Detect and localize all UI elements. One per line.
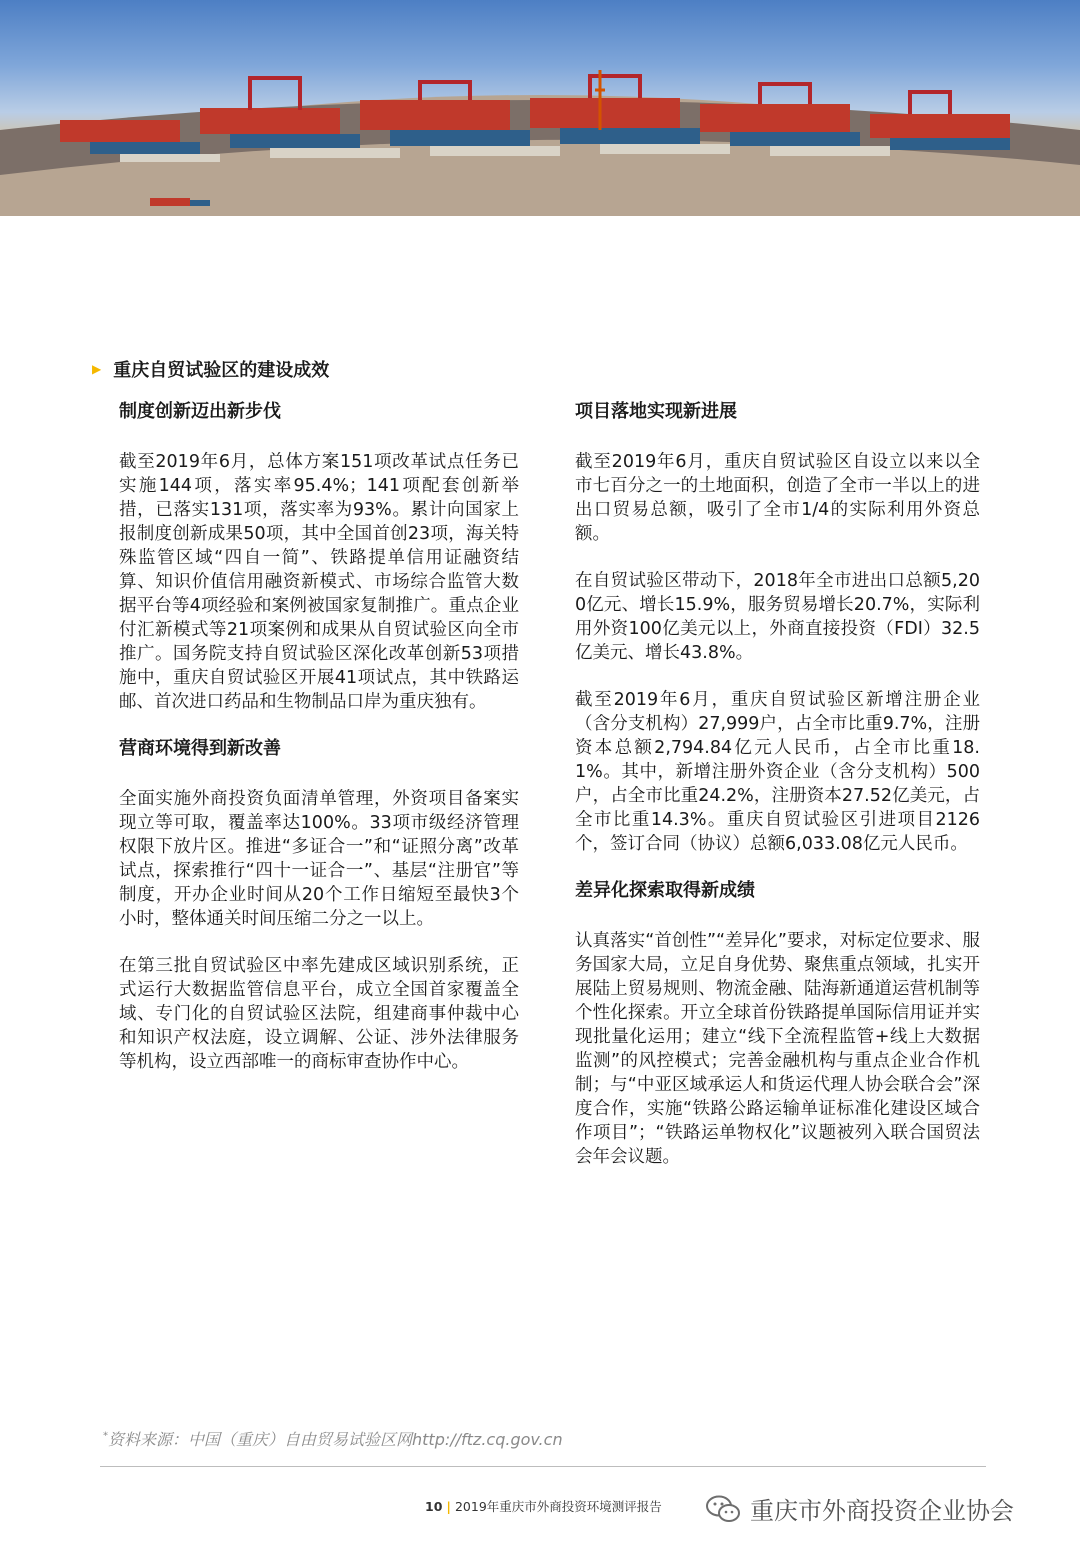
subheading-institutional-innovation: 制度创新迈出新步伐: [119, 401, 281, 422]
paragraph: 在第三批自贸试验区中率先建成区域识别系统，正式运行大数据监管信息平台，成立全国首家覆盖全域、专门化的自贸试验区法院，组建商事仲裁中心和知识产权法庭，设立调解、公证、涉外法律服务等机构，设立西部唯一的商标审查协作中心。: [119, 956, 519, 1072]
footer-separator: |: [446, 1499, 451, 1514]
source-note: [103, 1427, 563, 1450]
paragraph: 截至2019年6月，总体方案151项改革试点任务已实施144项，落实率95.4%；141项配套创新举措，已落实131项，落实率为93%。累计向国家上报制度创新成果50项，其中全国首创23项，海关特殊监管区域“四自一简”、铁路提单信用证融资结算、知识价值信用融资新模式、市场综合监管大数据平台等4项经验和案例被国家复制推广。重点企业付汇新模式等21项案例和成果从自贸试验区向全市推广。国务院支持自贸试验区深化改革创新53项措施中，重庆自贸试验区开展41项试点，其中铁路运邮、首次进口药品和生物制品口岸为重庆独有。: [119, 452, 519, 712]
paragraph: 截至2019年6月，重庆自贸试验区自设立以来以全市七百分之一的土地面积，创造了全市一半以上的进出口贸易总额，吸引了全市1/4的实际利用外资总额。: [575, 452, 980, 544]
source-text: 资料来源：中国（重庆）自由贸易试验区网http://ftz.cq.gov.cn: [108, 1430, 563, 1449]
footer-divider: [100, 1466, 986, 1467]
triangle-bullet-icon: ▶: [92, 362, 102, 376]
footnote-mark: *: [103, 1430, 108, 1442]
section-heading: [92, 356, 329, 382]
paragraph: 在自贸试验区带动下，2018年全市进出口总额5,200亿元、增长15.9%，服务贸易增长20.7%，实际利用外资100亿美元以上，外商直接投资（FDI）32.5亿美元、增长43.8%。: [575, 571, 980, 663]
wechat-icon: [706, 1495, 740, 1523]
hero-port-image: [0, 0, 1080, 216]
left-column: [119, 400, 519, 1097]
paragraph: 认真落实“首创性”“差异化”要求，对标定位要求、服务国家大局，立足自身优势、聚焦重点领域，扎实开展陆上贸易规则、物流金融、陆海新通道运营机制等个性化探索。开立全球首份铁路提单国际信用证并实现批量化运用；建立“线下全流程监管+线上大数据监测”的风控模式；完善金融机构与重点企业合作机制；与“中亚区域承运人和货运代理人协会联合会”深度合作，实施“铁路公路运输单证标准化建设区域合作项目”；“铁路运单物权化”议题被列入联合国贸法会年会议题。: [575, 931, 980, 1167]
page-number: 10: [425, 1499, 443, 1514]
watermark-text: 重庆市外商投资企业协会: [750, 1497, 1014, 1525]
subheading-business-environment: 营商环境得到新改善: [119, 738, 281, 759]
subheading-differentiated-exploration: 差异化探索取得新成绩: [575, 880, 755, 901]
paragraph: 全面实施外商投资负面清单管理，外资项目备案实现立等可取，覆盖率达100%。33项市级经济管理权限下放片区。推进“多证合一”和“证照分离”改革试点，探索推行“四十一证合一”、基层“注册官”等制度，开办企业时间从20个工作日缩短至最快3个小时，整体通关时间压缩二分之一以上。: [119, 789, 519, 929]
report-title: 2019年重庆市外商投资环境测评报告: [454, 1499, 662, 1514]
paragraph: 截至2019年6月，重庆自贸试验区新增注册企业（含分支机构）27,999户，占全市比重9.7%，注册资本总额2,794.84亿元人民币，占全市比重18.1%。其中，新增注册外资企业（含分支机构）500户，占全市比重24.2%，注册资本27.52亿美元，占全市比重14.3%。重庆自贸试验区引进项目2126个，签订合同（协议）总额6,033.08亿元人民币。: [575, 690, 980, 854]
page-footer: [425, 1497, 662, 1515]
right-column: [575, 400, 980, 1192]
container-port-illustration: [0, 0, 1080, 216]
wechat-watermark: [706, 1491, 1014, 1526]
section-title: 重庆自贸试验区的建设成效: [113, 360, 330, 381]
subheading-project-progress: 项目落地实现新进展: [575, 401, 737, 422]
